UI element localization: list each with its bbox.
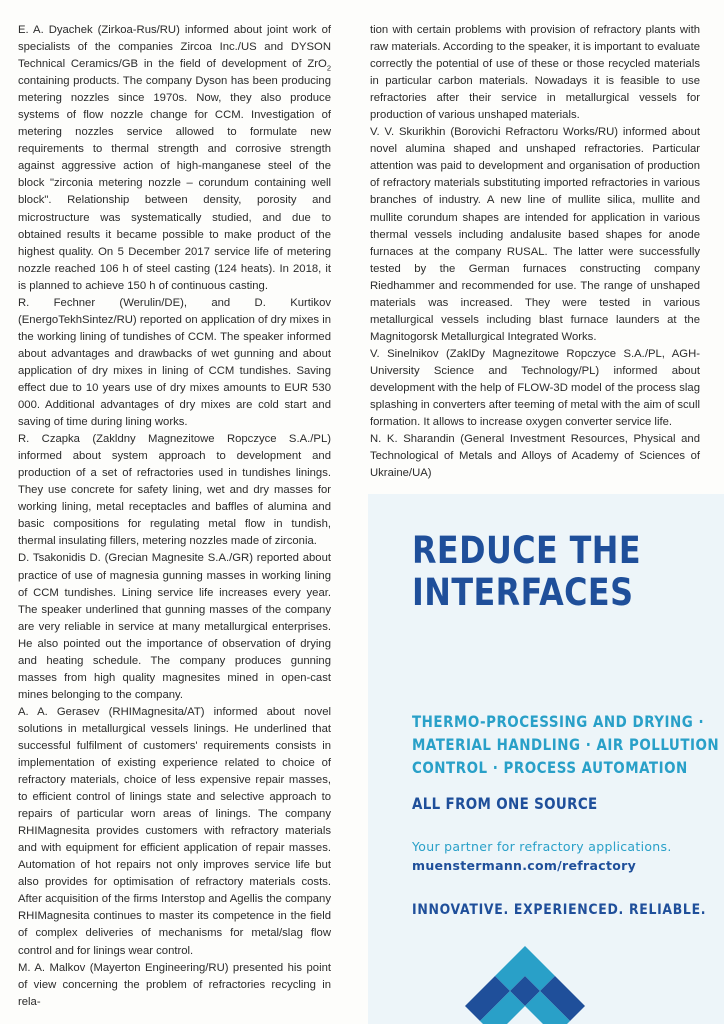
article-column-left bbox=[18, 22, 331, 1011]
article-column-right bbox=[370, 22, 700, 482]
ad-services-line-2: MATERIAL HANDLING · AIR POLLUTION bbox=[412, 735, 720, 754]
article-paragraph-gerasev: A. A. Gerasev (RHIMagnesita/AT) informed about novel solutions in metallurgical vessels linings. He underlined that successful fulfilment of customers' requirements consists in implementation of existing experience related to choice of refractory materials, choice of less expensive repair masses, to efficient control of linings state and selective approach to repairs of particular worn areas of linings. The company RHIMagnesita provides customers with refractory materials and with equipment for efficient application of repair masses. Automation of hot repairs not only improves service life but also provides for optimisation of refractory materials costs. After acquisition of the firms Interstop and Agellis the company RHIMagnesita continues to master its competence in the field of complex deliveries of mechanisms for metal/slag flow control and for linings wear control. bbox=[18, 705, 331, 957]
article-paragraph-malkov-continued: tion with certain problems with provision of refractory plants with raw materials. According to the speaker, it is important to evaluate correctly the potential of use of these or those recycled materials in particular carbon materials. Nowadays it is feasible to use refractories after their service in metallurgical vessels for production of various unshaped materials. bbox=[370, 24, 700, 122]
article-paragraph-fechner: R. Fechner (Werulin/DE), and D. Kurtikov (EnergoTekhSintez/RU) reported on application of dry mixes in the working lining of tundishes of CCM. The speaker informed about advantages and drawbacks of wet gunning and about application of dry mixes in lining of CCM tundishes. Saving effect due to 10 years use of dry mixes amounts to EUR 530 000. Additional advantages of dry mixes are cold start and saving of time during lining works. bbox=[18, 296, 331, 429]
ad-partner-text: Your partner for refractory applications. bbox=[412, 839, 672, 854]
article-paragraph-czapka: R. Czapka (Zakldny Magnezitowe Ropczyce S.A./PL) informed about system approach to development and production of a set of refractories used in tundishes linings. They use concrete for safety lining, wet and dry masses for working lining, metal receptacles and baffles of alumina and basic compositions for regulating metal flow in tundish, thermal insulating fillers, metering nozzles made of zirconia. bbox=[18, 433, 331, 548]
article-paragraph-tsakonidis: D. Tsakonidis D. (Grecian Magnesite S.A./GR) reported about practice of use of magnesia gunning masses in working lining of CCM tundishes. Lining service life increases every year. The speaker underlined that gunning masses of the company are very reliable in service at many metallurgical enterprises. He also pointed out the importance of observation of drying and heating schedule. The company produces gunning masses from high quality magnesites mined in open-cast mines belonging to the company. bbox=[18, 552, 331, 701]
ad-headline-line-2: INTERFACES bbox=[412, 571, 634, 614]
article-paragraph-sinelnikov: V. Sinelnikov (ZaklDy Magnezitowe Ropczyce S.A./PL, AGH-University Science and Technology/PL) informed about development with the help of FLOW-3D model of the process slag splashing in converters after teeming of metal with the aim of scull formation. It allows to increase oxygen converter service life. bbox=[370, 347, 700, 429]
ad-headline bbox=[412, 530, 722, 614]
ad-url-link[interactable]: muenstermann.com/refractory bbox=[412, 858, 637, 873]
article-paragraph-skurikhin: V. V. Skurikhin (Borovichi Refractoru Works/RU) informed about novel alumina shaped and unshaped refractories. Particular attention was paid to development and organisation of production of refractory materials substituting imported refractories in various branches of industry. A new line of mullite silica, mullite and mullite corundum shapes are intended for application in various thermal vessels including andalusite based shapes for anode furnaces at the company RUSAL. The latter were successfully tested by the German furnaces constructing company Riedhammer and recommended for use. The range of unshaped materials was increased. They were tested in various metallurgical vessels including blast furnace launders at the Magnitogorsk Metallurgical Integrated Works. bbox=[370, 126, 700, 343]
ad-services-line-3: CONTROL · PROCESS AUTOMATION bbox=[412, 758, 688, 777]
ad-services-line-1: THERMO-PROCESSING AND DRYING · bbox=[412, 712, 705, 731]
ad-headline-line-1: REDUCE THE bbox=[412, 529, 642, 572]
advertisement-panel bbox=[368, 494, 724, 1024]
article-paragraph-malkov-start: M. A. Malkov (Mayerton Engineering/RU) presented his point of view concerning the problem of refractories recycling in rela- bbox=[18, 961, 331, 1008]
ad-services-list bbox=[412, 710, 724, 779]
ad-source-line: ALL FROM ONE SOURCE bbox=[412, 794, 598, 813]
muenstermann-logo-icon bbox=[460, 942, 590, 1024]
article-paragraph-sharandin: N. K. Sharandin (General Investment Resources, Physical and Technological of Metals and Alloys of Academy of Sciences of Ukraine/UA) bbox=[370, 433, 700, 480]
ad-tagline: INNOVATIVE. EXPERIENCED. RELIABLE. bbox=[412, 902, 707, 918]
article-paragraph-dyachek: E. A. Dyachek (Zirkoa-Rus/RU) informed about joint work of specialists of the companies Zircoa Inc./US and DYSON Technical Ceramics/GB in the field of development of ZrO$_2$ containing products. The company Dyson has been producing metering nozzles since 1970s. Now, they also produce systems of flow nozzle change for CCM. Investigation of metering nozzles service allowed to formulate new requirements to thermal strength and corrosive strength against aggressive action of high-manganese steel of the block "zirconia metering nozzle – corundum containing well block". Relationship between density, porosity and microstructure was systematically studied, and due to obtained results it became possible to make product of the highest quality. On 5 December 2017 service life of metering nozzle reached 106 h of steel casting (124 heats). In 2018, it is planned to achieve 150 h of continuous casting. bbox=[18, 24, 331, 292]
